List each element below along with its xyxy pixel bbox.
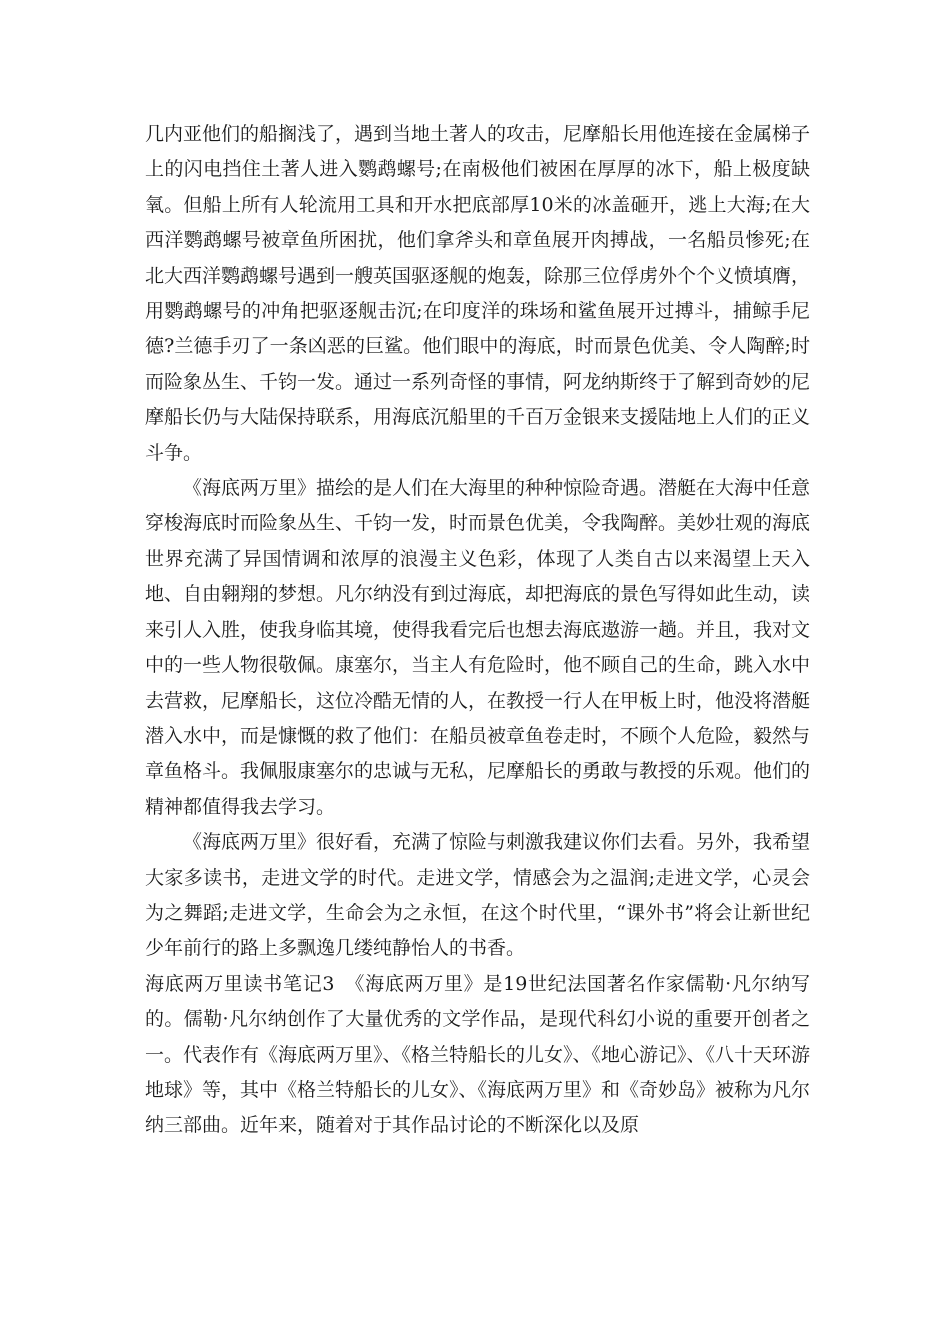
paragraph-continued-plot-summary: 几内亚他们的船搁浅了，遇到当地土著人的攻击，尼摩船长用他连接在金属梯子上的闪电挡住土著人进入鹦鹉螺号;在南极他们被困在厚厚的冰下，船上极度缺氧。但船上所有人轮流用工具和开水把底部厚10米的冰盖砸开，逃上大海;在大西洋鹦鹉螺号被章鱼所困扰，他们拿斧头和章鱼展开肉搏战，一名船员惨死;在北大西洋鹦鹉螺号遇到一艘英国驱逐舰的炮轰，除那三位俘虏外个个义愤填膺，用鹦鹉螺号的冲角把驱逐舰击沉;在印度洋的珠场和鲨鱼展开过搏斗，捕鲸手尼德?兰德手刃了一条凶恶的巨鲨。他们眼中的海底，时而景色优美、令人陶醉;时而险象丛生、千钧一发。通过一系列奇怪的事情，阿龙纳斯终于了解到奇妙的尼摩船长仍与大陆保持联系，用海底沉船里的千百万金银来支援陆地上人们的正义斗争。 [145, 123, 811, 464]
document-page [145, 117, 810, 1144]
paragraph-recommendation: 《海底两万里》很好看，充满了惊险与刺激我建议你们去看。另外，我希望大家多读书，走进文学的时代。走进文学，情感会为之温润;走进文学，心灵会为之舞蹈;走进文学，生命会为之永恒，在这个时代里，“课外书”将会让新世纪少年前行的路上多飘逸几缕纯静怡人的书香。 [145, 831, 811, 960]
paragraph-book-impressions: 《海底两万里》描绘的是人们在大海里的种种惊险奇遇。潜艇在大海中任意穿梭海底时而险象丛生、千钧一发，时而景色优美，令我陶醉。美妙壮观的海底世界充满了异国情调和浓厚的浪漫主义色彩，体现了人类自古以来渴望上天入地、自由翱翔的梦想。凡尔纳没有到过海底，却把海底的景色写得如此生动，读来引人入胜，使我身临其境，使得我看完后也想去海底遨游一趟。并且，我对文中的一些人物很敬佩。康塞尔，当主人有危险时，他不顾自己的生命，跳入水中去营救，尼摩船长，这位冷酷无情的人，在教授一行人在甲板上时，他没将潜艇潜入水中，而是慷慨的救了他们：在船员被章鱼卷走时，不顾个人危险，毅然与章鱼格斗。我佩服康塞尔的忠诚与无私，尼摩船长的勇敢与教授的乐观。他们的精神都值得我去学习。 [145, 477, 811, 818]
paragraph-reading-notes-3: 海底两万里读书笔记3 《海底两万里》是19世纪法国著名作家儒勒·凡尔纳写的。儒勒·凡尔纳创作了大量优秀的文学作品，是现代科幻小说的重要开创者之一。代表作有《海底两万里》、《格兰特船长的儿女》、《地心游记》、《八十天环游地球》等，其中《格兰特船长的儿女》、《海底两万里》和《奇妙岛》被称为凡尔纳三部曲。近年来，随着对于其作品讨论的不断深化以及原 [145, 972, 811, 1137]
